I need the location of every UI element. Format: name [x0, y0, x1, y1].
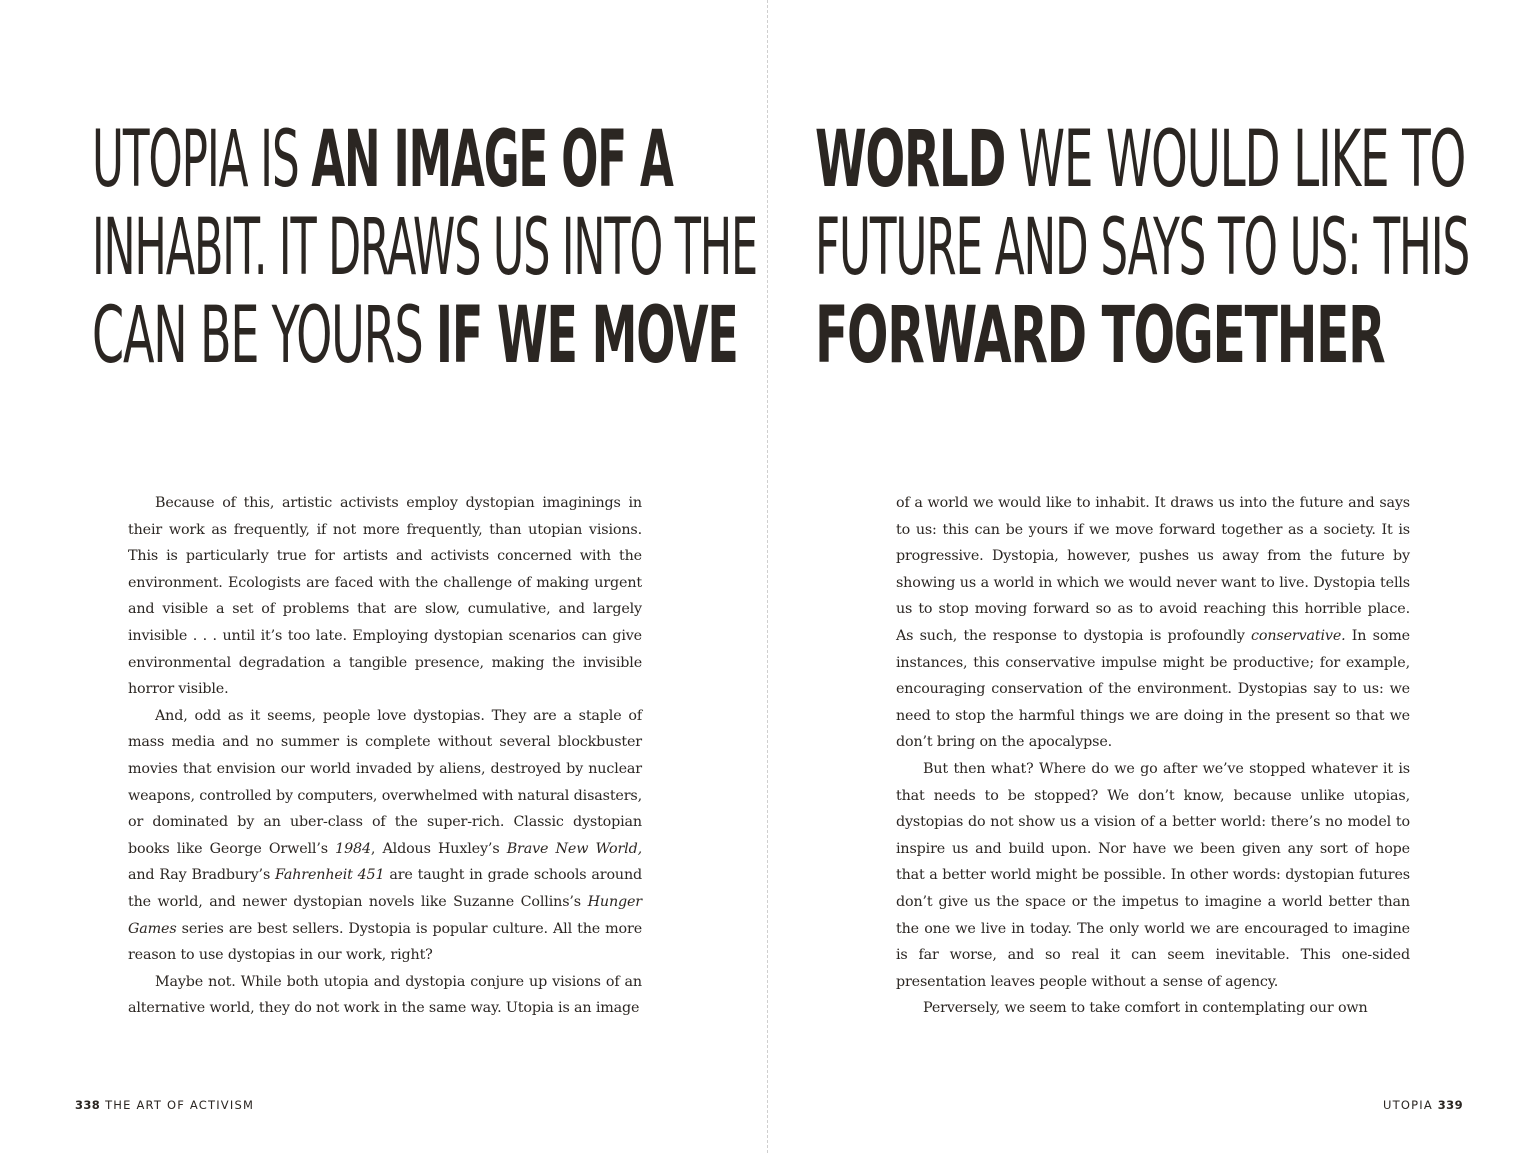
- left-body-text: [128, 490, 642, 1022]
- right-paragraph-3: Perversely, we seem to take comfort in contemplating our own: [923, 1000, 1368, 1017]
- left-paragraph-2: And, odd as it seems, people love dystopias. They are a staple of mass media and no summer is complete without several blockbuster movies that envision our world invaded by aliens, destroyed by nuclear weapons, controlled by computers, overwhelmed with natural disasters, or dominated by an uber-class of the super-rich. Classic dystopian books like George Orwell’s 1984, Aldous Huxley’s Brave New World, and Ray Bradbury’s Fahrenheit 451 are taught in grade schools around the world, and newer dystopian novels like Suzanne Collins’s Hunger Games series are best sellers. Dystopia is popular culture. All the more reason to use dystopias in our work, right?: [128, 707, 643, 964]
- right-headline-line-2: FUTURE AND SAYS TO US: THIS: [815, 203, 1470, 293]
- left-page-number: 338: [75, 1098, 101, 1112]
- right-folio: [1383, 1098, 1463, 1112]
- left-headline-line-1: UTOPIA IS AN IMAGE OF A: [92, 115, 673, 205]
- right-page-number: 339: [1437, 1098, 1463, 1112]
- right-running-head: UTOPIA: [1383, 1098, 1433, 1112]
- left-running-head: THE ART OF ACTIVISM: [105, 1098, 255, 1112]
- right-headline-line-3: FORWARD TOGETHER: [815, 291, 1385, 381]
- left-headline-line-2: INHABIT. IT DRAWS US INTO THE: [92, 203, 758, 293]
- right-paragraph-1: of a world we would like to inhabit. It draws us into the future and says to us: this can be yours if we move forward together as a society. It is progressive. Dystopia, however, pushes us away from the future by showing us a world in which we would never want to live. Dystopia tells us to stop moving forward so as to avoid reaching this horrible place. As such, the response to dystopia is profoundly conservative. In some instances, this conservative impulse might be productive; for example, encouraging conservation of the environment. Dystopias say to us: we need to stop the harmful things we are doing in the present so that we don’t bring on the apocalypse.: [896, 495, 1410, 751]
- right-body-text: [896, 490, 1410, 1022]
- right-headline: [815, 116, 1536, 380]
- left-headline-line-3: CAN BE YOURS IF WE MOVE: [92, 291, 738, 381]
- right-paragraph-2: But then what? Where do we go after we’ve stopped whatever it is that needs to be stopped? We don’t know, because unlike utopias, dystopias do not show us a vision of a better world: there’s no model to inspire us and build upon. Nor have we been given any sort of hope that a better world might be possible. In other words: dystopian futures don’t give us the space or the impetus to imagine a world better than the one we live in today. The only world we are encouraged to imagine is far worse, and so real it can seem inevitable. This one-sided presentation leaves people without a sense of agency.: [896, 760, 1410, 990]
- left-paragraph-3: Maybe not. While both utopia and dystopia conjure up visions of an alternative world, they do not work in the same way. Utopia is an image: [128, 973, 642, 1017]
- right-headline-line-1: WORLD WE WOULD LIKE TO: [815, 115, 1466, 205]
- left-paragraph-1: Because of this, artistic activists employ dystopian imaginings in their work as frequently, if not more frequently, than utopian visions. This is particularly true for artists and activists concerned with the environment. Ecologists are faced with the challenge of making urgent and visible a set of problems that are slow, cumulative, and largely invisible . . . until it’s too late. Employing dystopian scenarios can give environmental degradation a tangible presence, making the invisible horror visible.: [128, 495, 642, 698]
- left-folio: [75, 1098, 254, 1112]
